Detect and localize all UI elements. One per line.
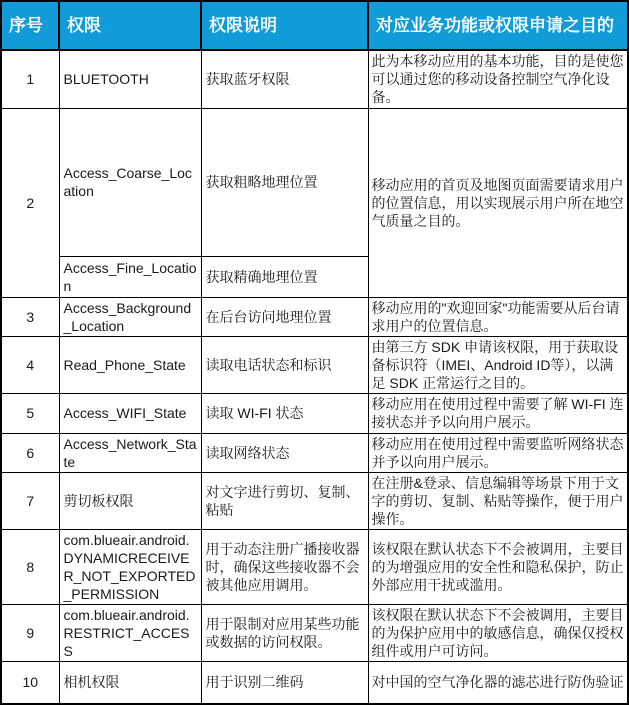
cell-description: 用于动态注册广播接收器时，确保这些接收器不会被其他应用调用。 — [201, 529, 368, 604]
cell-index: 3 — [1, 297, 59, 336]
cell-description: 读取 WI-FI 状态 — [201, 393, 368, 433]
cell-index: 1 — [1, 50, 59, 108]
column-header-index: 序号 — [1, 1, 59, 50]
cell-purpose: 该权限在默认状态下不会被调用，主要目的为增强应用的安全性和隐私保护，防止外部应用干扰或滥用。 — [368, 529, 628, 604]
table-header-row — [1, 1, 628, 50]
cell-purpose: 对中国的空气净化器的滤芯进行防伪验证 — [368, 661, 628, 704]
table-row — [1, 472, 628, 529]
cell-description: 对文字进行剪切、复制、粘贴 — [201, 472, 368, 529]
cell-purpose: 移动应用的首页及地图页面需要请求用户的位置信息，用以实现展示用户所在地空气质量之目的。 — [368, 108, 628, 297]
cell-permission: com.blueair.android.RESTRICT_ACCESS — [59, 604, 201, 661]
cell-description: 在后台访问地理位置 — [201, 297, 368, 336]
cell-purpose: 移动应用在使用过程中需要监听网络状态并予以向用户展示。 — [368, 433, 628, 472]
column-header-purpose: 对应业务功能或权限申请之目的 — [368, 1, 628, 50]
cell-description: 读取网络状态 — [201, 433, 368, 472]
cell-description: 获取粗略地理位置 — [201, 108, 368, 256]
cell-purpose: 此为本移动应用的基本功能，目的是使您可以通过您的移动设备控制空气净化设备。 — [368, 50, 628, 108]
cell-index: 5 — [1, 393, 59, 433]
cell-purpose: 该权限在默认状态下不会被调用，主要目的为保护应用中的敏感信息，确保仅授权组件或用户可访问。 — [368, 604, 628, 661]
cell-permission: Access_WIFI_State — [59, 393, 201, 433]
table-row — [1, 297, 628, 336]
cell-permission: Read_Phone_State — [59, 336, 201, 393]
cell-permission: 相机权限 — [59, 661, 201, 704]
cell-permission: 剪切板权限 — [59, 472, 201, 529]
table-row — [1, 108, 628, 256]
cell-index: 10 — [1, 661, 59, 704]
cell-permission: Access_Network_State — [59, 433, 201, 472]
column-header-description: 权限说明 — [201, 1, 368, 50]
cell-permission: Access_Fine_Location — [59, 256, 201, 297]
table-row — [1, 529, 628, 604]
table-row — [1, 604, 628, 661]
cell-permission: Access_Coarse_Location — [59, 108, 201, 256]
table-row — [1, 433, 628, 472]
cell-permission: BLUETOOTH — [59, 50, 201, 108]
cell-index: 7 — [1, 472, 59, 529]
cell-description: 获取精确地理位置 — [201, 256, 368, 297]
cell-index: 4 — [1, 336, 59, 393]
cell-description: 用于识别二维码 — [201, 661, 368, 704]
column-header-permission: 权限 — [59, 1, 201, 50]
cell-index: 2 — [1, 108, 59, 297]
cell-description: 读取电话状态和标识 — [201, 336, 368, 393]
table-row — [1, 50, 628, 108]
cell-purpose: 在注册&登录、信息编辑等场景下用于文字的剪切、复制、粘贴等操作，便于用户操作。 — [368, 472, 628, 529]
cell-purpose: 移动应用的"欢迎回家"功能需要从后台请求用户的位置信息。 — [368, 297, 628, 336]
cell-purpose: 由第三方 SDK 申请该权限，用于获取设备标识符（IMEI、Android ID等），以满足 SDK 正常运行之目的。 — [368, 336, 628, 393]
cell-permission: Access_Background_Location — [59, 297, 201, 336]
cell-description: 获取蓝牙权限 — [201, 50, 368, 108]
cell-purpose: 移动应用在使用过程中需要了解 WI-FI 连接状态并予以向用户展示。 — [368, 393, 628, 433]
cell-description: 用于限制对应用某些功能或数据的访问权限。 — [201, 604, 368, 661]
cell-index: 9 — [1, 604, 59, 661]
table-row — [1, 393, 628, 433]
cell-index: 6 — [1, 433, 59, 472]
table-row — [1, 661, 628, 704]
table-row — [1, 336, 628, 393]
cell-permission: com.blueair.android.DYNAMICRECEIVER_NOT_EXPORTED_PERMISSION — [59, 529, 201, 604]
cell-index: 8 — [1, 529, 59, 604]
